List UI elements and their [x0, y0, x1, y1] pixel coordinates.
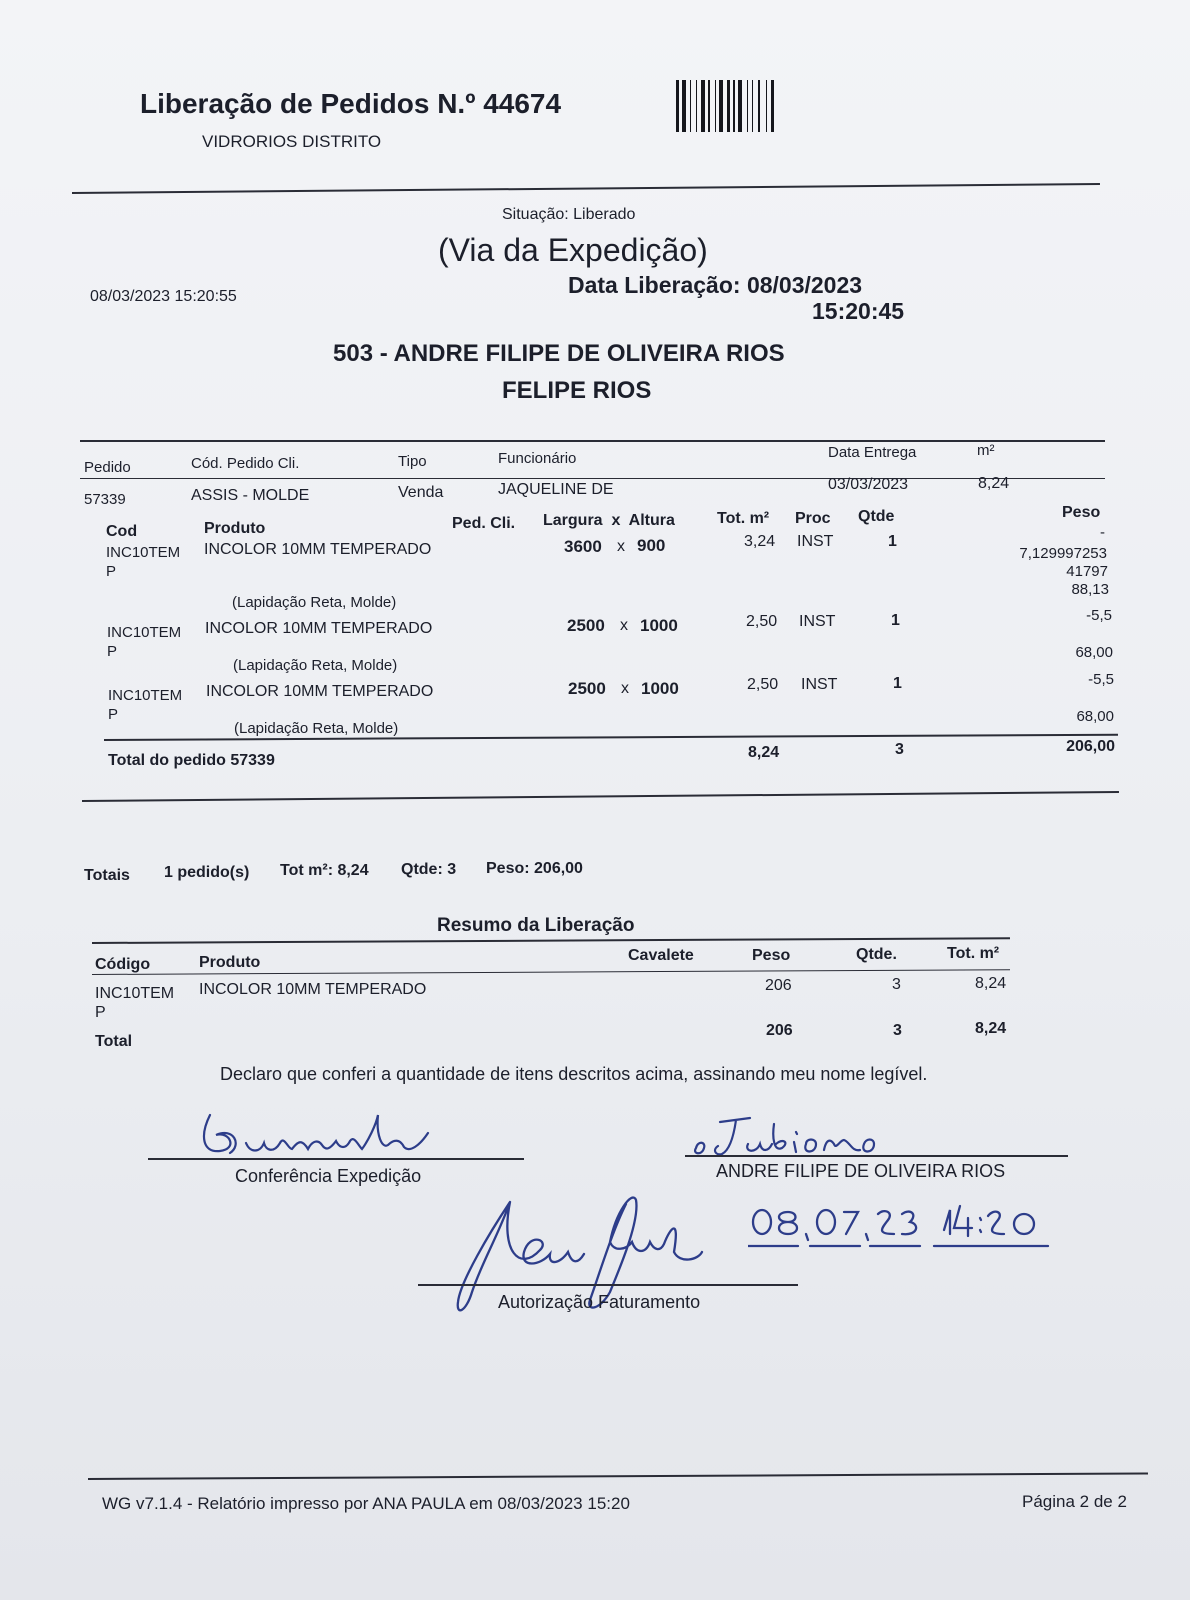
declaration-text: Declaro que conferi a quantidade de itens descritos acima, assinando meu nome legível. [220, 1064, 928, 1084]
item-2-largura: 2500 [567, 616, 605, 635]
order-m2: 8,24 [978, 475, 1010, 492]
col-cod-pedido-cli: Cód. Pedido Cli. [191, 455, 300, 472]
resumo-col-tot-m2: Tot. m² [947, 945, 1000, 962]
item-1-peso-3: 41797 [1066, 563, 1108, 580]
order-bottom-line [82, 791, 1119, 802]
item-1-obs: (Lapidação Reta, Molde) [232, 594, 397, 611]
resumo-title: Resumo da Liberação [437, 915, 635, 936]
item-2-proc: INST [799, 613, 836, 630]
autorizacao-line [418, 1284, 798, 1286]
barcode-bar [727, 80, 730, 132]
items-col-tot-m2: Tot. m² [717, 510, 770, 527]
item-3-altura: 1000 [641, 679, 679, 698]
item-3-tot-m2: 2,50 [747, 676, 779, 693]
item-1-tot-m2: 3,24 [744, 533, 776, 550]
resumo-total-qtde: 3 [893, 1022, 902, 1039]
col-tipo: Tipo [398, 453, 427, 470]
order-total-m2: 8,24 [748, 744, 780, 761]
item-2-cod-cont: P [107, 643, 118, 660]
order-total-peso: 206,00 [1066, 738, 1115, 755]
order-header-line [80, 478, 1105, 479]
item-2-peso-1: -5,5 [1086, 607, 1112, 624]
barcode-bar [715, 80, 716, 132]
item-3-cod-cont: P [108, 706, 119, 723]
status-situacao: Situação: Liberado [502, 206, 636, 223]
item-1-peso-2: 7,129997253 [1019, 545, 1107, 562]
handwritten-date [748, 1200, 1068, 1252]
totais-pedidos: 1 pedido(s) [164, 864, 250, 881]
item-2-peso-2: 68,00 [1075, 644, 1113, 661]
item-1-proc: INST [797, 533, 834, 550]
resumo-total-tot-m2: 8,24 [975, 1020, 1007, 1037]
conferencia-line [148, 1158, 524, 1160]
barcode-bar [747, 80, 748, 132]
item-1-qtde: 1 [888, 533, 897, 550]
item-3-produto: INCOLOR 10MM TEMPERADO [206, 683, 434, 700]
resumo-total-label: Total [95, 1033, 133, 1050]
footer-right: Página 2 de 2 [1022, 1492, 1127, 1511]
barcode-bar [771, 80, 774, 132]
items-col-produto: Produto [204, 520, 266, 537]
resumo-col-cavalete: Cavalete [628, 947, 694, 964]
data-liberacao: Data Liberação: 08/03/2023 [568, 272, 863, 298]
barcode-bar [719, 80, 723, 132]
order-total-label: Total do pedido 57339 [108, 752, 275, 769]
items-col-peso: Peso [1062, 504, 1101, 521]
item-2-altura: 1000 [640, 616, 678, 635]
barcode-icon [676, 80, 856, 137]
resumo-row-qtde: 3 [892, 976, 901, 993]
barcode-bar [708, 80, 710, 132]
client-signature-line [685, 1155, 1068, 1157]
totais-label: Totais [84, 867, 130, 884]
item-3-obs: (Lapidação Reta, Molde) [234, 720, 399, 737]
barcode-bar [752, 80, 753, 132]
header-divider [72, 183, 1100, 194]
order-top-line [80, 440, 1105, 442]
resumo-row-codigo-cont: P [95, 1004, 106, 1021]
order-tipo: Venda [398, 484, 444, 501]
barcode-bar [690, 80, 691, 132]
resumo-row-tot-m2: 8,24 [975, 975, 1007, 992]
totais-qtde: Qtde: 3 [401, 861, 457, 878]
company-name: VIDRORIOS DISTRITO [202, 132, 382, 151]
barcode-bar [738, 80, 742, 132]
resumo-row-peso: 206 [765, 977, 792, 994]
item-2-tot-m2: 2,50 [746, 613, 778, 630]
via-label: (Via da Expedição) [438, 232, 708, 268]
item-1-largura: 3600 [564, 537, 602, 556]
col-pedido: Pedido [84, 459, 131, 476]
item-1-peso-4: 88,13 [1071, 581, 1109, 598]
item-1-cod: INC10TEM [106, 544, 181, 561]
order-pedido: 57339 [84, 491, 126, 508]
conferencia-label: Conferência Expedição [235, 1166, 422, 1186]
autorizacao-label: Autorização Faturamento [498, 1292, 701, 1312]
item-1-produto: INCOLOR 10MM TEMPERADO [204, 541, 432, 558]
conferencia-signature [190, 1105, 450, 1165]
resumo-row-codigo: INC10TEM [95, 985, 175, 1002]
item-3-proc: INST [801, 676, 838, 693]
print-datetime: 08/03/2023 15:20:55 [90, 288, 237, 305]
client-nickname: FELIPE RIOS [502, 377, 652, 404]
col-funcionario: Funcionário [498, 450, 577, 467]
items-col-largura-altura: Largura x Altura [543, 512, 675, 529]
order-total-qtde: 3 [895, 741, 904, 758]
order-funcionario: JAQUELINE DE [498, 481, 614, 498]
totais-peso: Peso: 206,00 [486, 860, 583, 877]
col-data-entrega: Data Entrega [828, 444, 917, 461]
barcode-bar [676, 80, 679, 132]
resumo-row-produto: INCOLOR 10MM TEMPERADO [199, 981, 427, 998]
barcode-bar [758, 80, 760, 132]
footer-line [88, 1472, 1148, 1480]
barcode-bar [701, 80, 705, 132]
item-3-cod: INC10TEM [108, 687, 183, 704]
item-2-produto: INCOLOR 10MM TEMPERADO [205, 620, 433, 637]
barcode-bar [696, 80, 697, 132]
resumo-col-codigo: Código [95, 956, 151, 973]
barcode-bar [682, 80, 686, 132]
data-liberacao-time: 15:20:45 [812, 298, 905, 324]
document-title: Liberação de Pedidos N.º 44674 [140, 88, 562, 119]
client-signature-label: ANDRE FILIPE DE OLIVEIRA RIOS [716, 1161, 1006, 1181]
item-3-peso-2: 68,00 [1076, 708, 1114, 725]
items-col-cod: Cod [106, 523, 138, 540]
item-3-x: x [621, 680, 629, 697]
resumo-col-peso: Peso [752, 947, 791, 964]
items-col-ped-cli: Ped. Cli. [452, 515, 516, 532]
barcode-bar [766, 80, 767, 132]
items-col-proc: Proc [795, 510, 831, 527]
resumo-col-produto: Produto [199, 954, 261, 971]
item-1-altura: 900 [637, 536, 666, 555]
client-signature [690, 1110, 910, 1160]
item-2-qtde: 1 [891, 612, 900, 629]
item-3-peso-1: -5,5 [1088, 671, 1114, 688]
item-1-cod-cont: P [106, 563, 117, 580]
item-2-x: x [620, 617, 628, 634]
barcode-bar [733, 80, 735, 132]
item-2-obs: (Lapidação Reta, Molde) [233, 657, 398, 674]
item-3-qtde: 1 [893, 675, 902, 692]
order-data-entrega: 03/03/2023 [828, 476, 909, 493]
item-1-x: x [617, 538, 625, 555]
items-col-qtde: Qtde [858, 508, 895, 525]
totais-tot-m2: Tot m²: 8,24 [280, 862, 369, 879]
client-name: 503 - ANDRE FILIPE DE OLIVEIRA RIOS [333, 340, 785, 367]
item-2-cod: INC10TEM [107, 624, 182, 641]
col-m2: m² [977, 442, 995, 459]
resumo-top-line [92, 937, 1010, 944]
resumo-total-peso: 206 [766, 1022, 793, 1039]
item-3-largura: 2500 [568, 679, 606, 698]
item-1-peso-1: - [1100, 524, 1105, 541]
footer-left: WG v7.1.4 - Relatório impresso por ANA PAULA em 08/03/2023 15:20 [102, 1494, 630, 1513]
resumo-col-qtde: Qtde. [856, 946, 897, 963]
order-cod-pedido-cli: ASSIS - MOLDE [191, 487, 310, 504]
